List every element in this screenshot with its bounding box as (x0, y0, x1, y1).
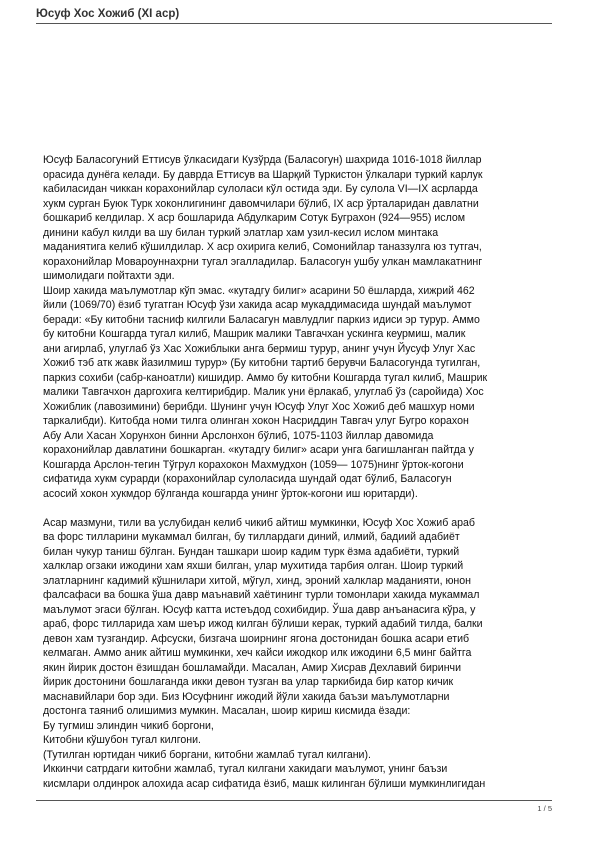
text-line: Абу Али Хасан Хорунхон бинни Арслонхон бўлиб, 1075-1103 йиллар давомида (43, 429, 434, 442)
text-line: Кошгарда Арслон-тегин Тўгрул корахокон Махмудхон (1059— 1075)нинг ўрток-когони (43, 458, 464, 471)
page-title: Юсуф Хос Хожиб (XI аср) (36, 8, 180, 20)
text-line: йили (1069/70) ёзиб тугатган Юсуф ўзи хакида асар мукаддимасида шундай маълумот (43, 299, 472, 311)
text-line: Бу тугмиш элиндин чикиб боргони, (43, 719, 214, 732)
text-line: келмаган. Аммо аник айтиш мумкинки, хеч кайси ижодкор илк ижодини 6,5 минг байтга (43, 647, 472, 659)
text-line: Юсуф Баласогуний Еттисув ўлкасидаги Кузўрда (Баласогун) шахрида 1016-1018 йиллар (43, 154, 482, 166)
text-line: ва форс тилларини мукаммал билган, бу тиллардаги диний, илмий, бадиий адабиёт (43, 531, 460, 543)
paragraph-work-analysis (43, 516, 555, 792)
text-line: бу китобни Кошгарда тугал килиб, Машрик малики Тавгачхан ускинга кеурмиш, малик (43, 328, 466, 340)
text-line: сифатида хукм сурарди (корахонийлар сулоласида шундай одат бўлиб, Баласогун (43, 473, 452, 485)
text-line: динини кабул килди ва шу билан туркий элатлар хам узил-кесил ислом минтака (43, 226, 439, 239)
text-line: йирик достонини бошлаганда икки девон тузган ва улар таркибида бир катор кичик (43, 676, 454, 688)
text-line: фалсафаси ва бошка ўша давр маънавий хаётининг турли томонлари хакида мукаммал (43, 589, 480, 601)
text-line: (Тутилган юртидан чикиб боргани, китобни жамлаб тугал килгани). (43, 748, 371, 761)
text-line: араб, форс тилларида хам шеър ижод килган бўлиши керак, туркий адабий тилда, балки (43, 618, 483, 630)
text-line: достонга таяниб олишимиз мумкин. Масалан, шоир кириш кисмида ёзади: (43, 705, 411, 717)
text-line: шимолидаги пойтахти эди. (43, 270, 175, 282)
text-line: Шоир хакида маълумотлар кўп эмас. «кутадгу билиг» асарини 50 ёшларда, хижрий 462 (43, 284, 475, 297)
text-line: маълумот эгаси бўлган. Юсуф катта истеъдод сохибидир. Ўша давр анъанасига кўра, у (43, 603, 476, 616)
text-line: маснавийлари бор эди. Биз Юсуфнинг ижодий йўли хакида баъзи маълумотларни (43, 690, 450, 703)
text-line: Асар мазмуни, тили ва услубидан келиб чикиб айтиш мумкинки, Юсуф Хос Хожиб араб (43, 516, 475, 529)
text-line: Хожиб тэб атк жавк йазилмиш турур» (Бу китобни тартиб берувчи Баласогунда тугилган, (43, 357, 481, 369)
paragraph-spacer (43, 501, 555, 516)
text-line: Хожиблик (лавозимини) берибди. Шунинг учун Юсуф Улуг Хос Хожиб деб машхур номи (43, 400, 475, 413)
text-line: кабиласидан чиккан корахонийлар сулолаcи кўл остида эди. Бу сулола VI—IX асрларда (43, 183, 478, 195)
text-line: билан чукур таниш бўлган. Бундан ташкари шоир кадим турк ёзма адабиёти, туркий (43, 545, 460, 558)
text-line: кисмлари олдинрок алохида асар сифатида ёзиб, машк килинган бўлиши мумкинлигидан (43, 777, 486, 790)
text-line: орасида дунёга келади. Бу даврда Еттисув ва Шарқий Туркистон ўлкалари туркий карлук (43, 168, 483, 181)
text-line: асосий хокон хукмдор бўлганда кошгарда унинг ўрток-когони иш юритарди). (43, 487, 418, 500)
text-line: халклар огзаки ижодини хам яхши билган, улар мухитида тарбия олган. Шоир туркий (43, 560, 464, 572)
page-footer (36, 800, 552, 813)
text-line: элатларнинг кадимий кўшнилари хитой, мўгул, хинд, эроний халклар маданияти, юнон (43, 574, 471, 587)
text-line: малики Тавгачхон даргохига келтирибдир. Малик уни ёрлакаб, улуглаб ўз (саройида) Хос (43, 386, 484, 398)
paragraph-biography (43, 153, 555, 501)
text-line: Иккинчи сатрдаги китобни жамлаб, тугал килгани хакидаги маълумот, унинг баъзи (43, 763, 448, 775)
text-line: таркалибди). Китобда номи тилга олинган хокон Насриддин Тавгач улуг Бугро корахон (43, 415, 469, 427)
text-line: якин йирик достон ёзишдан бошламайди. Масалан, Амир Хисрав Дехлавий биринчи (43, 661, 461, 674)
text-line: хукм сурган Буюк Турк хоконлигининг давомчилари бўлиб, IX аср ўрталаридан давлатни (43, 197, 479, 210)
text-line: девон хам тузгандир. Афсуски, бизгача шоирнинг ягона достонидан бошка асари етиб (43, 632, 470, 645)
text-line: беради: «Бу китобни тасниф килгили Баласагун мавлудлиг паркиз идиси эр турур. Аммо (43, 313, 480, 326)
document-body (43, 153, 555, 791)
text-line: Китобни кўшубон тугал килгони. (43, 734, 201, 746)
page-number: 1 / 5 (537, 804, 552, 813)
text-line: бошкариб келдилар. X аср бошларида Абдулкарим Сотук Буграхон (924—955) ислом (43, 212, 466, 224)
page-header (36, 8, 552, 24)
text-line: корахонийлар Мовароуннахрни тугал эгалладилар. Баласогун ушбу улкан мамлакатнинг (43, 255, 483, 268)
text-line: ани агирлаб, улуглаб ўз Хас Хожиблыки анга бермиш турур, анинг учун Йусуф Улуг Хас (43, 342, 476, 355)
text-line: корахонийлар давлатини бошкарган. «кутадгу билиг» асари унга багишланган пайтда у (43, 444, 474, 456)
text-line: паркиз сохиби (сабр-каноатли) кишидир. Аммо бу китобни Кошгарда тугал килиб, Машрик (43, 371, 488, 384)
text-line: маданиятига келиб кўшилдилар. X аср охирига келиб, Сомонийлар таназзулга юз тутгач, (43, 241, 482, 253)
